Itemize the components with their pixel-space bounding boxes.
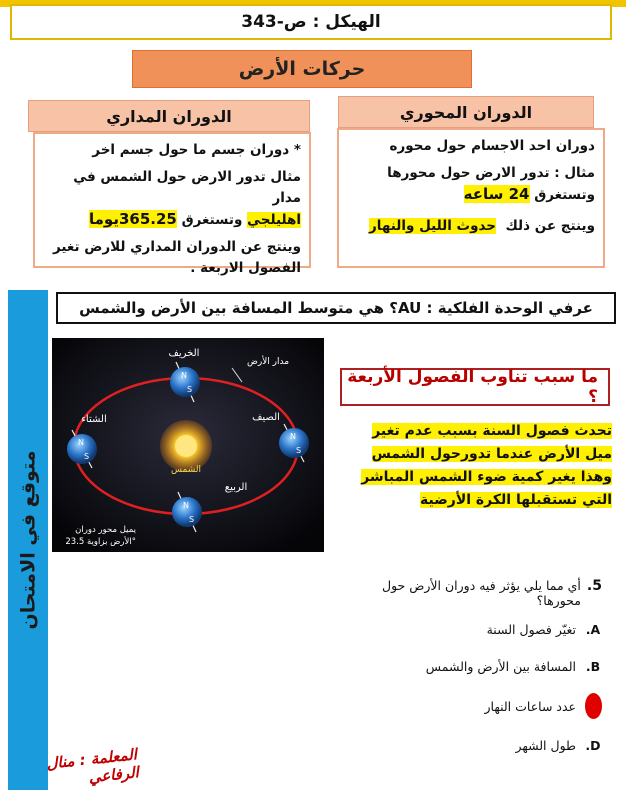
orbit-shape: اهليلجي [247, 212, 301, 228]
answer-line4 [330, 489, 612, 512]
label-sun: الشمس [171, 465, 201, 475]
rotation-duration: 24 ساعه [463, 185, 530, 203]
revolution-line3-mid: وتستغرق [181, 212, 243, 228]
sun-core [175, 435, 197, 457]
option-a-letter: A. [585, 622, 601, 637]
revolution-line5: الفصول الاربعة . [190, 260, 301, 276]
option-a-text: تغيّر فصول السنة [486, 622, 576, 637]
sidebar-label [8, 290, 48, 790]
answer-line2-text: ميل الأرض عندما تدورحول الشمس [371, 446, 612, 462]
pole-s-summer: S [296, 446, 302, 455]
label-autumn: الخريف [168, 348, 200, 359]
answer-line3 [330, 466, 612, 489]
rotation-result: حدوث الليل والنهار [369, 218, 497, 234]
option-d-text: طول الشهر [515, 738, 576, 753]
option-c-text: عدد ساعات النهار [484, 698, 576, 714]
label-summer: الصيف [252, 412, 280, 423]
label-spring: الربيع [224, 482, 248, 493]
header-text: الهيكل : ص-343 [241, 12, 381, 32]
revolution-line1: * دوران جسم ما حول جسم اخر [92, 142, 301, 158]
revolution-line3 [43, 209, 301, 231]
rotation-line4 [347, 216, 595, 237]
option-d-letter: D. [585, 738, 601, 753]
answer-line2 [330, 443, 612, 466]
pole-n-autumn: N [181, 371, 187, 380]
seasons-answer [330, 420, 612, 512]
seasons-diagram [52, 338, 324, 552]
answer-line1 [330, 420, 612, 443]
label-orbit: مدار الأرض [246, 357, 290, 367]
exam-option-c[interactable] [352, 692, 602, 720]
exam-question [352, 578, 602, 778]
rotation-card [337, 128, 605, 268]
page-title [132, 50, 472, 88]
rotation-line3 [347, 184, 595, 206]
pole-s-autumn: S [187, 385, 193, 394]
rotation-line4-prefix: وينتج عن ذلك [505, 218, 595, 234]
title-text: حركات الأرض [238, 58, 366, 80]
au-definition-text: عرفي الوحدة الفلكية : AU؟ هي متوسط المسافة بين الأرض والشمس [79, 299, 593, 317]
exam-stem-row [352, 578, 602, 608]
pole-n-spring: N [183, 501, 189, 510]
au-definition [56, 292, 616, 324]
rotation-line3-prefix: وتستغرق [534, 187, 595, 203]
pole-s-winter: S [84, 452, 90, 461]
rotation-line2: مثال : تدور الارض حول محورها [387, 165, 595, 181]
exam-option-b[interactable] [352, 659, 602, 674]
teacher-name: المعلمة : منال الرفاعي [45, 745, 140, 787]
rotation-heading-text: الدوران المحوري [399, 102, 533, 122]
pole-n-summer: N [290, 432, 296, 441]
pole-s-spring: S [189, 515, 195, 524]
revolution-heading-text: الدوران المداري [106, 106, 232, 126]
answer-line1-text: تحدث فصول السنة بسبب عدم تغير [372, 423, 612, 439]
exam-stem: أي مما يلي يؤثر فيه دوران الأرض حول محورها؟ [382, 578, 581, 608]
page-header [10, 4, 612, 40]
rotation-heading [338, 96, 594, 128]
option-b-text: المسافة بين الأرض والشمس [425, 659, 576, 674]
revolution-line2: مثال تدور الارض حول الشمس في مدار [73, 169, 301, 206]
option-b-letter: B. [585, 659, 601, 674]
pole-n-winter: N [78, 438, 84, 447]
label-tilt-2: الأرض بزاوية 23.5° [65, 537, 136, 547]
exam-number: 5. [586, 578, 602, 594]
answer-line3-text: وهذا يغير كمية ضوء الشمس المباشر [361, 469, 612, 485]
revolution-duration: 365.25يوما [89, 210, 177, 228]
seasons-diagram-svg [52, 338, 324, 552]
revolution-card [33, 132, 311, 276]
rotation-line1: دوران احد الاجسام حول محوره [389, 138, 595, 154]
exam-option-d[interactable] [352, 738, 602, 753]
seasons-question-text: ما سبب تناوب الفصول الأربعة ؟ [347, 367, 598, 407]
answer-line4-text: التي تستقبلها الكرة الأرضية [420, 492, 612, 508]
exam-option-a[interactable] [352, 622, 602, 637]
label-winter: الشتاء [81, 414, 107, 425]
seasons-question [340, 368, 610, 406]
sidebar-label-text: متوقع في الامتحان [17, 450, 40, 630]
label-tilt-1: يميل محور دوران [75, 525, 136, 535]
revolution-heading [28, 100, 310, 132]
revolution-line4: وينتج عن الدوران المداري للارض تغير [52, 239, 301, 255]
answer-marker-icon [584, 692, 602, 720]
